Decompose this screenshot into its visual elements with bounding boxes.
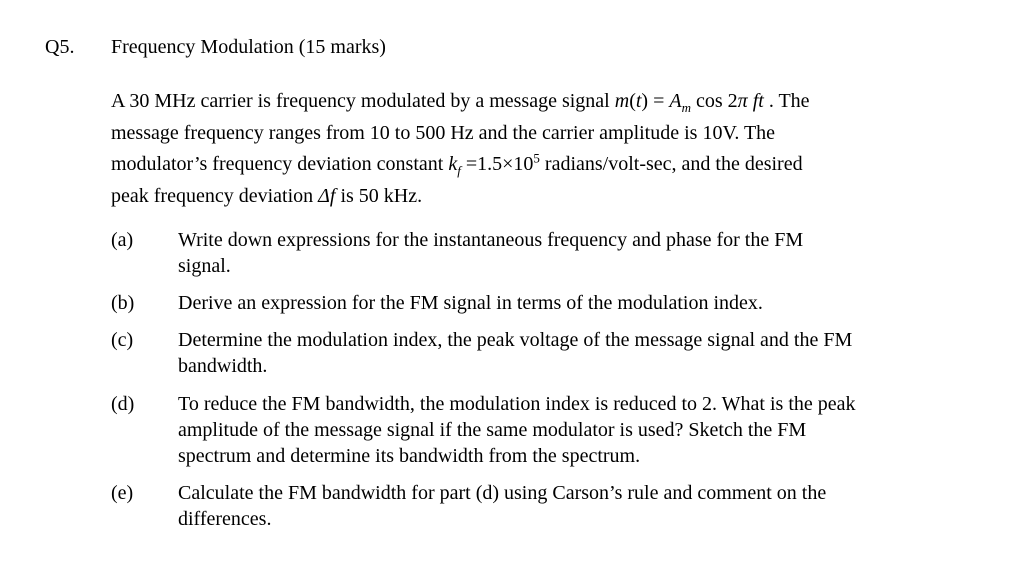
part-text xyxy=(178,327,958,379)
intro-text: A 30 MHz carrier is frequency modulated by a message signal xyxy=(111,90,615,112)
math-value: =1.5×10 xyxy=(460,153,534,175)
math-k: k xyxy=(448,153,458,175)
part-text xyxy=(178,391,958,469)
math-delta-f: Δf xyxy=(318,184,336,207)
math-exponent: 5 xyxy=(533,150,540,166)
part-text xyxy=(178,227,958,279)
math-sub-m: m xyxy=(681,100,691,115)
part-line: Derive an expression for the FM signal in terms of the modulation index. xyxy=(178,292,763,314)
intro-text: peak frequency deviation xyxy=(111,184,319,207)
math-pi: π xyxy=(737,90,748,112)
math-equals: ) = xyxy=(641,90,670,112)
part-line: Determine the modulation index, the peak voltage of the message signal and the FM xyxy=(178,329,853,351)
question-intro xyxy=(111,86,961,212)
question-number: Q5. xyxy=(45,36,75,58)
intro-line-2: message frequency ranges from 10 to 500 Hz and the carrier amplitude is 10V. The xyxy=(111,121,776,144)
part-line: bandwidth. xyxy=(178,355,268,377)
math-t: t xyxy=(635,90,642,112)
intro-line-3 xyxy=(111,149,961,181)
part-label: (e) xyxy=(111,482,134,504)
part-line: To reduce the FM bandwidth, the modulation index is reduced to 2. What is the peak xyxy=(178,393,856,415)
part-text xyxy=(178,290,958,316)
part-label: (b) xyxy=(111,292,135,314)
math-A: A xyxy=(669,90,682,112)
part-line: signal. xyxy=(178,255,231,277)
intro-text-end: is 50 kHz. xyxy=(335,184,423,207)
question-title: Frequency Modulation (15 marks) xyxy=(111,36,386,58)
intro-text-end: . The xyxy=(763,90,810,112)
intro-text: modulator’s frequency deviation constant xyxy=(111,153,449,175)
part-line: Calculate the FM bandwidth for part (d) using Carson’s rule and comment on the xyxy=(178,482,827,504)
math-cos: cos 2 xyxy=(690,90,738,112)
math-m: m xyxy=(614,90,630,112)
part-text xyxy=(178,480,958,532)
part-line: spectrum and determine its bandwidth from the spectrum. xyxy=(178,445,641,467)
part-line: amplitude of the message signal if the same modulator is used? Sketch the FM xyxy=(178,419,807,441)
part-label: (d) xyxy=(111,393,135,415)
part-label: (c) xyxy=(111,329,134,351)
math-paren-open: ( xyxy=(629,90,636,112)
math-sub-f: f xyxy=(457,163,461,178)
part-label: (a) xyxy=(111,229,134,251)
part-line: Write down expressions for the instantaneous frequency and phase for the FM xyxy=(178,229,804,251)
intro-line-4 xyxy=(111,181,961,213)
intro-line-1 xyxy=(111,86,961,118)
intro-text-end: radians/volt-sec, and the desired xyxy=(539,153,803,175)
math-ft: ft xyxy=(747,90,764,112)
part-line: differences. xyxy=(178,508,272,530)
